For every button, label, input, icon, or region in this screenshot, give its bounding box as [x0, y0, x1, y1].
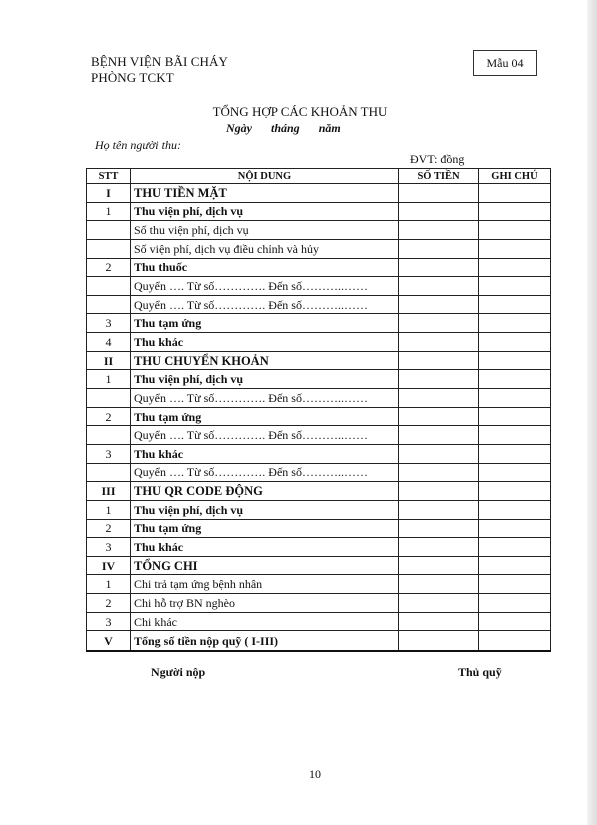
row-note-cell: [479, 295, 551, 314]
date-line: [226, 121, 357, 136]
row-amount-cell: [399, 538, 479, 557]
row-amount-cell: [399, 258, 479, 277]
row-note-cell: [479, 351, 551, 370]
row-stt: III: [87, 482, 131, 501]
row-stt: 2: [87, 519, 131, 538]
row-stt: 3: [87, 612, 131, 631]
row-amount-cell: [399, 463, 479, 482]
row-amount-cell: [399, 575, 479, 594]
row-note-cell: [479, 556, 551, 575]
table-row: [87, 221, 551, 240]
currency-unit: ĐVT: đồng: [410, 152, 465, 166]
row-stt: 4: [87, 333, 131, 352]
table-row: [87, 333, 551, 352]
row-content: Thu khác: [131, 538, 399, 557]
table-row: [87, 389, 551, 408]
row-note-cell: [479, 594, 551, 613]
row-note-cell: [479, 612, 551, 631]
row-amount-cell: [399, 314, 479, 333]
row-stt: [87, 277, 131, 296]
row-stt: [87, 295, 131, 314]
row-content: THU QR CODE ĐỘNG: [131, 482, 399, 501]
row-amount-cell: [399, 407, 479, 426]
row-note-cell: [479, 314, 551, 333]
table-row: [87, 444, 551, 463]
form-code-box: Mẫu 04: [473, 50, 537, 76]
table-row: [87, 426, 551, 445]
row-content: Số thu viện phí, dịch vụ: [131, 221, 399, 240]
row-note-cell: [479, 202, 551, 221]
row-stt: 1: [87, 500, 131, 519]
table-row: [87, 314, 551, 333]
row-content: Chi khác: [131, 612, 399, 631]
row-stt: [87, 221, 131, 240]
page-edge-shadow: [587, 0, 597, 825]
row-amount-cell: [399, 239, 479, 258]
row-stt: II: [87, 351, 131, 370]
row-amount-cell: [399, 221, 479, 240]
row-note-cell: [479, 482, 551, 501]
row-stt: V: [87, 631, 131, 652]
row-stt: 1: [87, 370, 131, 389]
date-day-label: Ngày: [226, 121, 252, 135]
row-note-cell: [479, 333, 551, 352]
row-content: Thu tạm ứng: [131, 407, 399, 426]
row-content: Thu thuốc: [131, 258, 399, 277]
cashier-signature-label: Thủ quỹ: [458, 665, 502, 679]
row-amount-cell: [399, 426, 479, 445]
table-row: [87, 575, 551, 594]
row-amount-cell: [399, 351, 479, 370]
row-stt: 2: [87, 594, 131, 613]
row-amount-cell: [399, 631, 479, 652]
row-note-cell: [479, 463, 551, 482]
table-row: [87, 500, 551, 519]
page-number: 10: [309, 767, 321, 781]
row-content: Số viện phí, dịch vụ điều chỉnh và hủy: [131, 239, 399, 258]
row-amount-cell: [399, 482, 479, 501]
table-row: [87, 631, 551, 652]
row-note-cell: [479, 221, 551, 240]
row-content: Thu viện phí, dịch vụ: [131, 202, 399, 221]
row-content: Thu tạm ứng: [131, 519, 399, 538]
revenue-summary-table: [86, 168, 551, 652]
row-content: Quyển …. Từ số…………. Đến số………..……: [131, 463, 399, 482]
row-stt: 1: [87, 202, 131, 221]
table-row: [87, 351, 551, 370]
row-note-cell: [479, 389, 551, 408]
header-stt: STT: [87, 169, 131, 184]
row-amount-cell: [399, 594, 479, 613]
row-content: Thu viện phí, dịch vụ: [131, 370, 399, 389]
table-row: [87, 277, 551, 296]
row-amount-cell: [399, 444, 479, 463]
row-amount-cell: [399, 612, 479, 631]
table-row: [87, 295, 551, 314]
row-amount-cell: [399, 295, 479, 314]
row-content: Tổng số tiền nộp quỹ ( I-III): [131, 631, 399, 652]
payer-signature-label: Người nộp: [151, 665, 206, 679]
row-note-cell: [479, 500, 551, 519]
row-content: Chi hỗ trợ BN nghèo: [131, 594, 399, 613]
row-amount-cell: [399, 202, 479, 221]
table-header-row: [87, 169, 551, 184]
row-note-cell: [479, 538, 551, 557]
row-note-cell: [479, 407, 551, 426]
row-stt: 3: [87, 538, 131, 557]
row-content: Quyển …. Từ số…………. Đến số………..……: [131, 277, 399, 296]
row-content: Thu khác: [131, 444, 399, 463]
row-note-cell: [479, 184, 551, 203]
row-stt: 1: [87, 575, 131, 594]
header-note: GHI CHÚ: [479, 169, 551, 184]
row-content: THU TIỀN MẶT: [131, 184, 399, 203]
row-content: Thu tạm ứng: [131, 314, 399, 333]
row-content: Thu viện phí, dịch vụ: [131, 500, 399, 519]
table-row: [87, 519, 551, 538]
row-amount-cell: [399, 370, 479, 389]
receiver-label: Họ tên người thu:: [95, 138, 181, 152]
row-note-cell: [479, 426, 551, 445]
row-stt: 3: [87, 444, 131, 463]
table-row: [87, 239, 551, 258]
hospital-name: BỆNH VIỆN BÃI CHÁY: [91, 54, 228, 69]
row-stt: I: [87, 184, 131, 203]
row-stt: IV: [87, 556, 131, 575]
row-note-cell: [479, 258, 551, 277]
row-amount-cell: [399, 519, 479, 538]
table-row: [87, 370, 551, 389]
row-amount-cell: [399, 389, 479, 408]
row-stt: 2: [87, 258, 131, 277]
row-content: TỔNG CHI: [131, 556, 399, 575]
row-stt: [87, 463, 131, 482]
table-row: [87, 463, 551, 482]
table-row: [87, 594, 551, 613]
row-amount-cell: [399, 556, 479, 575]
row-stt: [87, 389, 131, 408]
row-content: Quyển …. Từ số…………. Đến số………..……: [131, 426, 399, 445]
row-note-cell: [479, 444, 551, 463]
row-note-cell: [479, 519, 551, 538]
row-amount-cell: [399, 500, 479, 519]
date-year-label: năm: [318, 121, 341, 135]
document-title: TỔNG HỢP CÁC KHOẢN THU: [212, 104, 388, 119]
row-note-cell: [479, 575, 551, 594]
row-amount-cell: [399, 277, 479, 296]
row-content: Quyển …. Từ số…………. Đến số………..……: [131, 295, 399, 314]
row-stt: 2: [87, 407, 131, 426]
row-content: Quyển …. Từ số…………. Đến số………..……: [131, 389, 399, 408]
department-name: PHÒNG TCKT: [91, 70, 174, 85]
table-row: [87, 184, 551, 203]
row-amount-cell: [399, 184, 479, 203]
table-row: [87, 258, 551, 277]
header-amount: SỐ TIỀN: [399, 169, 479, 184]
row-content: THU CHUYỂN KHOẢN: [131, 351, 399, 370]
row-note-cell: [479, 239, 551, 258]
row-note-cell: [479, 370, 551, 389]
table-row: [87, 556, 551, 575]
row-stt: [87, 239, 131, 258]
table-row: [87, 202, 551, 221]
table-row: [87, 538, 551, 557]
row-amount-cell: [399, 333, 479, 352]
row-stt: [87, 426, 131, 445]
table-row: [87, 612, 551, 631]
row-note-cell: [479, 631, 551, 652]
row-stt: 3: [87, 314, 131, 333]
row-content: Chi trả tạm ứng bệnh nhân: [131, 575, 399, 594]
row-content: Thu khác: [131, 333, 399, 352]
table-row: [87, 482, 551, 501]
table-row: [87, 407, 551, 426]
header-content: NỘI DUNG: [131, 169, 399, 184]
hospital-header: [91, 54, 228, 86]
row-note-cell: [479, 277, 551, 296]
date-month-label: tháng: [271, 121, 300, 135]
